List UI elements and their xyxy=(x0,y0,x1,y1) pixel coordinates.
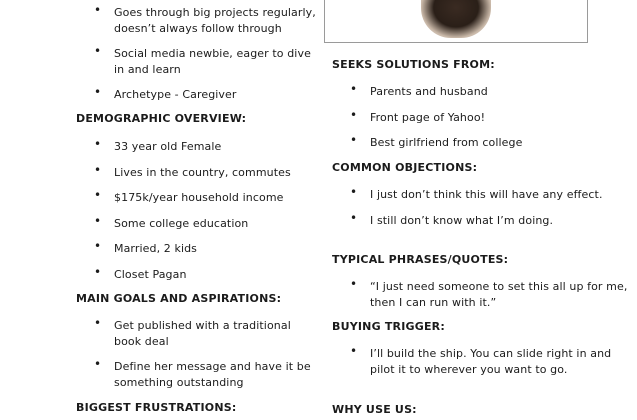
persona-photo xyxy=(324,0,588,43)
list-item: • Get published with a traditional book deal xyxy=(76,318,316,349)
objections-list xyxy=(332,187,632,238)
intro-list xyxy=(76,5,316,113)
list-item: • 33 year old Female xyxy=(76,139,316,155)
demographic-heading: DEMOGRAPHIC OVERVIEW: xyxy=(76,112,247,125)
why-heading: WHY USE US: xyxy=(332,403,417,416)
phrases-heading: TYPICAL PHRASES/QUOTES: xyxy=(332,253,509,266)
list-item: • Lives in the country, commutes xyxy=(76,165,316,181)
list-item: • “I just need someone to set this all up for me, then I can run with it.” xyxy=(332,279,632,310)
list-item: • Define her message and have it be something outstanding xyxy=(76,359,316,390)
frustrations-heading: BIGGEST FRUSTRATIONS: xyxy=(76,401,237,414)
objections-heading: COMMON OBJECTIONS: xyxy=(332,161,478,174)
list-item: • I still don’t know what I’m doing. xyxy=(332,213,632,229)
phrases-list xyxy=(332,279,632,320)
demographic-list xyxy=(76,139,316,292)
list-item: • Married, 2 kids xyxy=(76,241,316,257)
list-item: • Front page of Yahoo! xyxy=(332,110,632,126)
trigger-list xyxy=(332,346,632,387)
list-item: • Social media newbie, eager to dive in and learn xyxy=(76,46,316,77)
solutions-heading: SEEKS SOLUTIONS FROM: xyxy=(332,58,495,71)
list-item: • Archetype - Caregiver xyxy=(76,87,316,103)
goals-list xyxy=(76,318,316,400)
list-item: • Closet Pagan xyxy=(76,267,316,283)
list-item: • Goes through big projects regularly, doesn’t always follow through xyxy=(76,5,316,36)
trigger-heading: BUYING TRIGGER: xyxy=(332,320,445,333)
list-item: • Some college education xyxy=(76,216,316,232)
list-item: • I just don’t think this will have any effect. xyxy=(332,187,632,203)
list-item: • I’ll build the ship. You can slide right in and pilot it to wherever you want to go. xyxy=(332,346,632,377)
persona-photo-figure xyxy=(421,0,491,38)
list-item: • Parents and husband xyxy=(332,84,632,100)
list-item: • Best girlfriend from college xyxy=(332,135,632,151)
list-item: • $175k/year household income xyxy=(76,190,316,206)
solutions-list xyxy=(332,84,632,161)
goals-heading: MAIN GOALS AND ASPIRATIONS: xyxy=(76,292,282,305)
